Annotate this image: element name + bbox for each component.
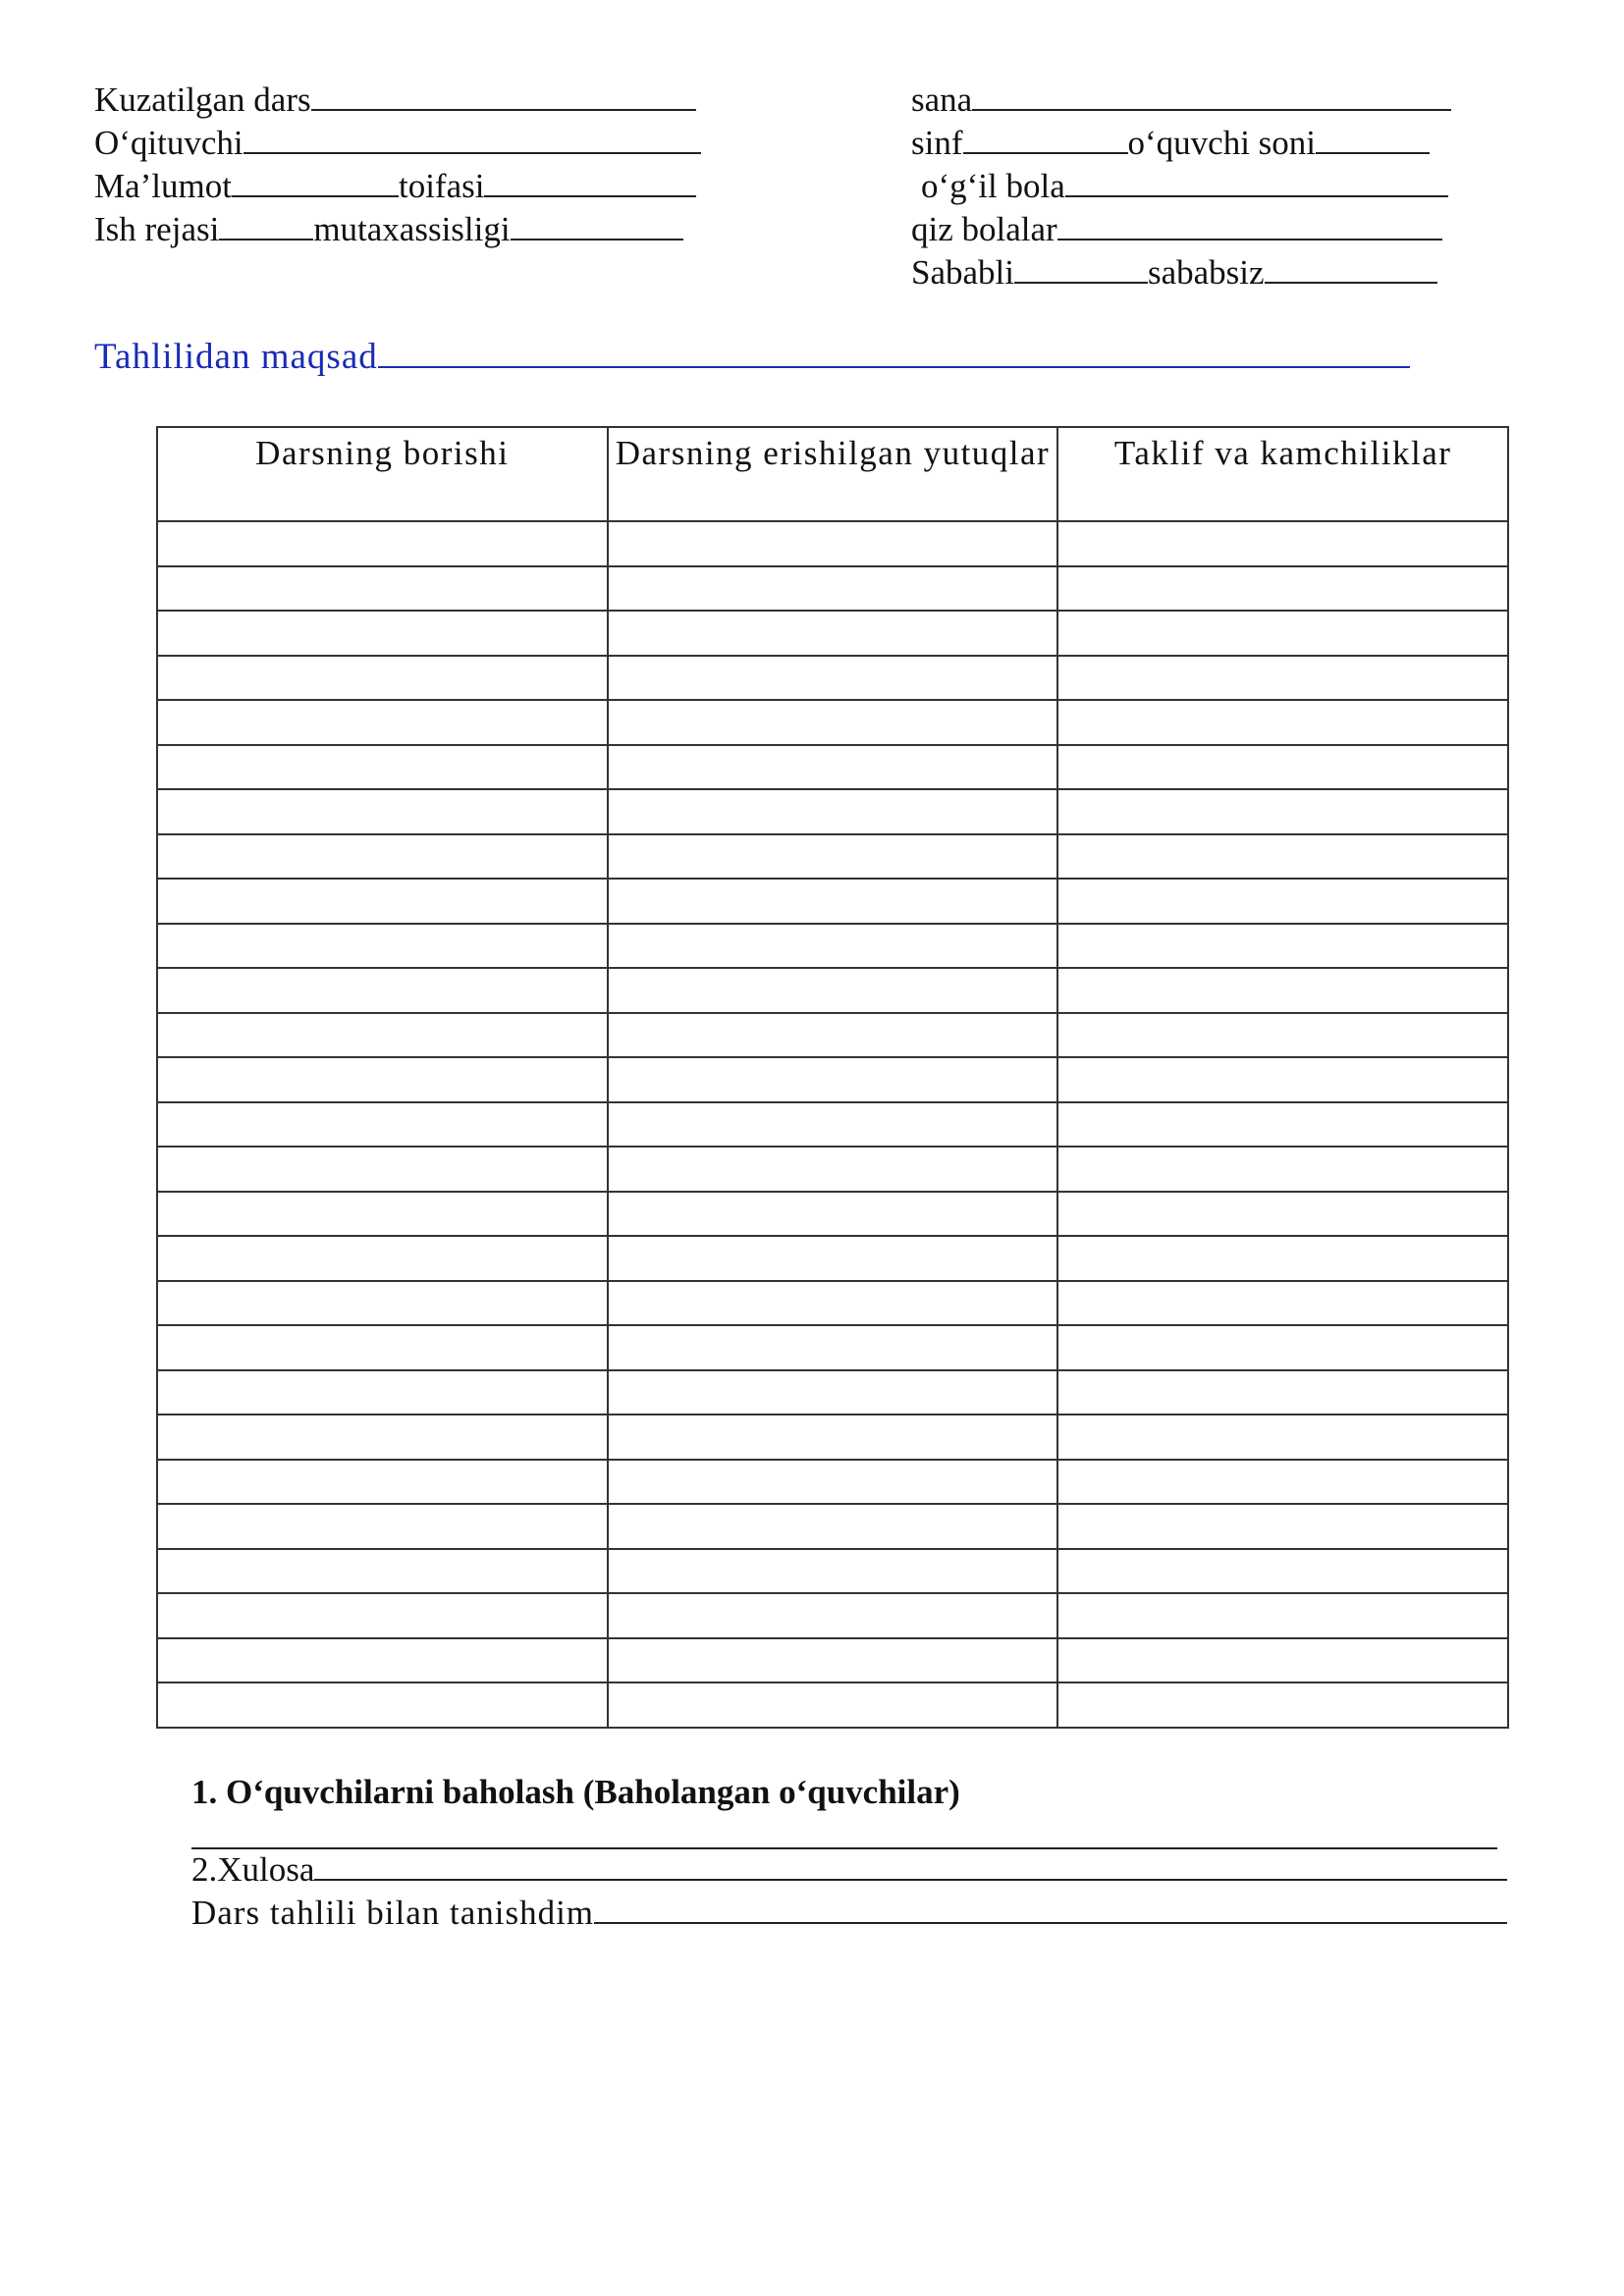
category-field[interactable] (484, 166, 696, 197)
girls-row (911, 208, 1500, 251)
suggestions-cell[interactable] (1057, 1549, 1508, 1594)
suggestions-cell[interactable] (1057, 1013, 1508, 1058)
header-right-fields (911, 79, 1500, 294)
lesson-progress-cell[interactable] (157, 1057, 608, 1102)
achievements-cell[interactable] (608, 1192, 1058, 1237)
analysis-purpose-field[interactable] (378, 337, 1410, 368)
education-row (94, 165, 732, 208)
table-row (157, 745, 1508, 790)
table-row (157, 566, 1508, 612)
suggestions-cell[interactable] (1057, 1147, 1508, 1192)
specialty-field[interactable] (511, 209, 683, 240)
table-row (157, 521, 1508, 566)
lesson-progress-cell[interactable] (157, 1325, 608, 1370)
table-row (157, 834, 1508, 880)
table-row (157, 1192, 1508, 1237)
achievements-cell[interactable] (608, 789, 1058, 834)
assessment-field[interactable] (191, 1818, 1497, 1849)
achievements-cell[interactable] (608, 879, 1058, 924)
analysis-table (156, 426, 1509, 1729)
work-plan-label: Ish rejasi (94, 210, 220, 248)
analysis-purpose-row (94, 336, 1410, 378)
table-row (157, 1102, 1508, 1148)
date-field[interactable] (972, 80, 1451, 111)
lesson-progress-cell[interactable] (157, 566, 608, 612)
table-row (157, 1281, 1508, 1326)
suggestions-cell[interactable] (1057, 566, 1508, 612)
achievements-cell[interactable] (608, 1147, 1058, 1192)
student-count-label: o‘quvchi soni (1127, 124, 1317, 162)
table-row (157, 1593, 1508, 1638)
table-row (157, 1638, 1508, 1683)
suggestions-cell[interactable] (1057, 1325, 1508, 1370)
lesson-progress-cell[interactable] (157, 521, 608, 566)
achievements-cell[interactable] (608, 1325, 1058, 1370)
achievements-cell[interactable] (608, 1504, 1058, 1549)
suggestions-cell[interactable] (1057, 1415, 1508, 1460)
student-count-field[interactable] (1316, 123, 1430, 154)
lesson-progress-cell[interactable] (157, 745, 608, 790)
table-row (157, 1013, 1508, 1058)
table-row (157, 968, 1508, 1013)
lesson-progress-cell[interactable] (157, 1102, 608, 1148)
lesson-progress-cell[interactable] (157, 924, 608, 969)
lesson-progress-cell[interactable] (157, 834, 608, 880)
suggestions-cell[interactable] (1057, 611, 1508, 656)
lesson-progress-cell[interactable] (157, 968, 608, 1013)
class-field[interactable] (963, 123, 1128, 154)
boys-row (911, 165, 1500, 208)
table-row (157, 1415, 1508, 1460)
suggestions-cell[interactable] (1057, 1102, 1508, 1148)
lesson-progress-cell[interactable] (157, 1147, 608, 1192)
observed-lesson-label: Kuzatilgan dars (94, 80, 311, 119)
achievements-cell[interactable] (608, 1682, 1058, 1728)
suggestions-cell[interactable] (1057, 1638, 1508, 1683)
achievements-cell[interactable] (608, 1102, 1058, 1148)
suggestions-cell[interactable] (1057, 924, 1508, 969)
work-plan-row (94, 208, 732, 251)
table-row (157, 1460, 1508, 1505)
assessment-heading: 1. O‘quvchilarni baholash (Baholangan o‘quvchilar) (191, 1773, 960, 1811)
achievements-cell[interactable] (608, 656, 1058, 701)
suggestions-cell[interactable] (1057, 1682, 1508, 1728)
achievements-cell[interactable] (608, 834, 1058, 880)
lesson-progress-cell[interactable] (157, 1549, 608, 1594)
achievements-cell[interactable] (608, 1013, 1058, 1058)
lesson-progress-cell[interactable] (157, 1638, 608, 1683)
boys-label: o‘g‘il bola (921, 167, 1065, 205)
suggestions-cell[interactable] (1057, 521, 1508, 566)
work-plan-field[interactable] (219, 209, 313, 240)
unexcused-label: sababsiz (1147, 253, 1265, 292)
achievements-cell[interactable] (608, 968, 1058, 1013)
suggestions-cell[interactable] (1057, 968, 1508, 1013)
analysis-purpose-label: Tahlilidan maqsad (94, 337, 378, 377)
analysis-table-header (157, 427, 1508, 521)
table-row (157, 1504, 1508, 1549)
achievements-cell[interactable] (608, 1281, 1058, 1326)
achievements-cell[interactable] (608, 1236, 1058, 1281)
table-row (157, 789, 1508, 834)
lesson-progress-cell[interactable] (157, 1415, 608, 1460)
date-label: sana (911, 80, 973, 119)
suggestions-cell[interactable] (1057, 789, 1508, 834)
teacher-field[interactable] (244, 123, 701, 154)
specialty-label: mutaxassisligi (313, 210, 511, 248)
girls-field[interactable] (1057, 209, 1442, 240)
teacher-label: O‘qituvchi (94, 124, 244, 162)
achievements-cell[interactable] (608, 566, 1058, 612)
suggestions-cell[interactable] (1057, 656, 1508, 701)
achievements-cell[interactable] (608, 924, 1058, 969)
observed-lesson-field[interactable] (311, 80, 696, 111)
conclusion-row (191, 1849, 1507, 1893)
analysis-table-body (157, 521, 1508, 1728)
lesson-progress-cell[interactable] (157, 1460, 608, 1505)
girls-label: qiz bolalar (911, 210, 1057, 248)
conclusion-field[interactable] (314, 1849, 1507, 1881)
acknowledged-label: Dars tahlili bilan tanishdim (191, 1894, 595, 1932)
lesson-progress-cell[interactable] (157, 879, 608, 924)
suggestions-cell[interactable] (1057, 1236, 1508, 1281)
achievements-cell[interactable] (608, 1638, 1058, 1683)
achievements-cell[interactable] (608, 700, 1058, 745)
boys-field[interactable] (1065, 166, 1448, 197)
education-label: Ma’lumot (94, 167, 232, 205)
header-left-fields (94, 79, 732, 251)
achievements-cell[interactable] (608, 1460, 1058, 1505)
suggestions-cell[interactable] (1057, 1593, 1508, 1638)
lesson-progress-cell[interactable] (157, 1682, 608, 1728)
achievements-cell[interactable] (608, 1415, 1058, 1460)
category-label: toifasi (398, 167, 485, 205)
table-row (157, 879, 1508, 924)
table-row (157, 1147, 1508, 1192)
acknowledged-signature-field[interactable] (594, 1893, 1507, 1924)
excused-label: Sababli (911, 253, 1014, 292)
lesson-progress-cell[interactable] (157, 656, 608, 701)
lesson-progress-cell[interactable] (157, 611, 608, 656)
column-header-achievements: Darsning erishilgan yutuqlar (608, 427, 1058, 521)
date-row (911, 79, 1500, 122)
class-row (911, 122, 1500, 165)
lesson-progress-cell[interactable] (157, 700, 608, 745)
lesson-progress-cell[interactable] (157, 1281, 608, 1326)
table-row (157, 1057, 1508, 1102)
footer-section (191, 1767, 1507, 1936)
column-header-suggestions: Taklif va kamchiliklar (1057, 427, 1508, 521)
lesson-progress-cell[interactable] (157, 789, 608, 834)
lesson-progress-cell[interactable] (157, 1236, 608, 1281)
lesson-progress-cell[interactable] (157, 1370, 608, 1415)
lesson-progress-cell[interactable] (157, 1593, 608, 1638)
suggestions-cell[interactable] (1057, 1281, 1508, 1326)
suggestions-cell[interactable] (1057, 879, 1508, 924)
attendance-row (911, 251, 1500, 294)
suggestions-cell[interactable] (1057, 1370, 1508, 1415)
achievements-cell[interactable] (608, 611, 1058, 656)
suggestions-cell[interactable] (1057, 1504, 1508, 1549)
table-row (157, 656, 1508, 701)
suggestions-cell[interactable] (1057, 1057, 1508, 1102)
class-label: sinf (911, 124, 963, 162)
excused-field[interactable] (1014, 252, 1148, 284)
lesson-progress-cell[interactable] (157, 1504, 608, 1549)
suggestions-cell[interactable] (1057, 745, 1508, 790)
achievements-cell[interactable] (608, 1593, 1058, 1638)
table-row (157, 924, 1508, 969)
achievements-cell[interactable] (608, 1370, 1058, 1415)
unexcused-field[interactable] (1265, 252, 1437, 284)
suggestions-cell[interactable] (1057, 1192, 1508, 1237)
achievements-cell[interactable] (608, 1549, 1058, 1594)
suggestions-cell[interactable] (1057, 834, 1508, 880)
acknowledged-row (191, 1893, 1507, 1936)
achievements-cell[interactable] (608, 745, 1058, 790)
achievements-cell[interactable] (608, 521, 1058, 566)
column-header-lesson-progress: Darsning borishi (157, 427, 608, 521)
table-row (157, 1236, 1508, 1281)
conclusion-label: 2.Xulosa (191, 1850, 315, 1889)
lesson-progress-cell[interactable] (157, 1192, 608, 1237)
suggestions-cell[interactable] (1057, 700, 1508, 745)
observed-lesson-row (94, 79, 732, 122)
table-row (157, 1549, 1508, 1594)
table-row (157, 1682, 1508, 1728)
table-row (157, 1370, 1508, 1415)
suggestions-cell[interactable] (1057, 1460, 1508, 1505)
table-row (157, 700, 1508, 745)
education-field[interactable] (232, 166, 399, 197)
table-row (157, 611, 1508, 656)
achievements-cell[interactable] (608, 1057, 1058, 1102)
table-row (157, 1325, 1508, 1370)
lesson-progress-cell[interactable] (157, 1013, 608, 1058)
teacher-row (94, 122, 732, 165)
